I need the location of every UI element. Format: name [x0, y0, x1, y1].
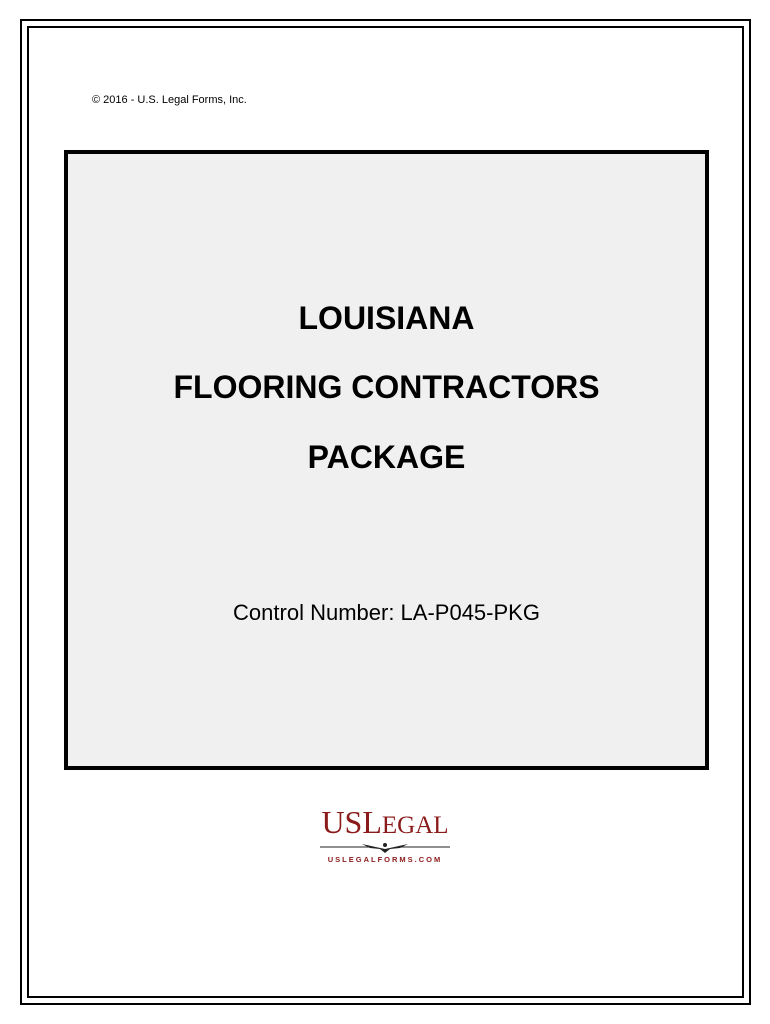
package-title: FLOORING CONTRACTORS: [173, 369, 600, 405]
cover-box: [64, 150, 709, 770]
uslegal-logo: [310, 806, 460, 866]
logo-l: L: [362, 804, 382, 840]
logo-url: USLEGALFORMS.COM: [327, 855, 443, 864]
control-number: Control Number: LA-P045-PKG: [233, 600, 540, 625]
logo-wordmark: [310, 806, 460, 838]
state-title: LOUISIANA: [298, 300, 475, 336]
logo-egal: EGAL: [381, 812, 449, 839]
copyright-notice: © 2016 - U.S. Legal Forms, Inc.: [92, 94, 247, 106]
package-subtitle: PACKAGE: [307, 439, 466, 475]
logo-us: US: [321, 804, 363, 840]
eagle-icon: [310, 840, 460, 854]
